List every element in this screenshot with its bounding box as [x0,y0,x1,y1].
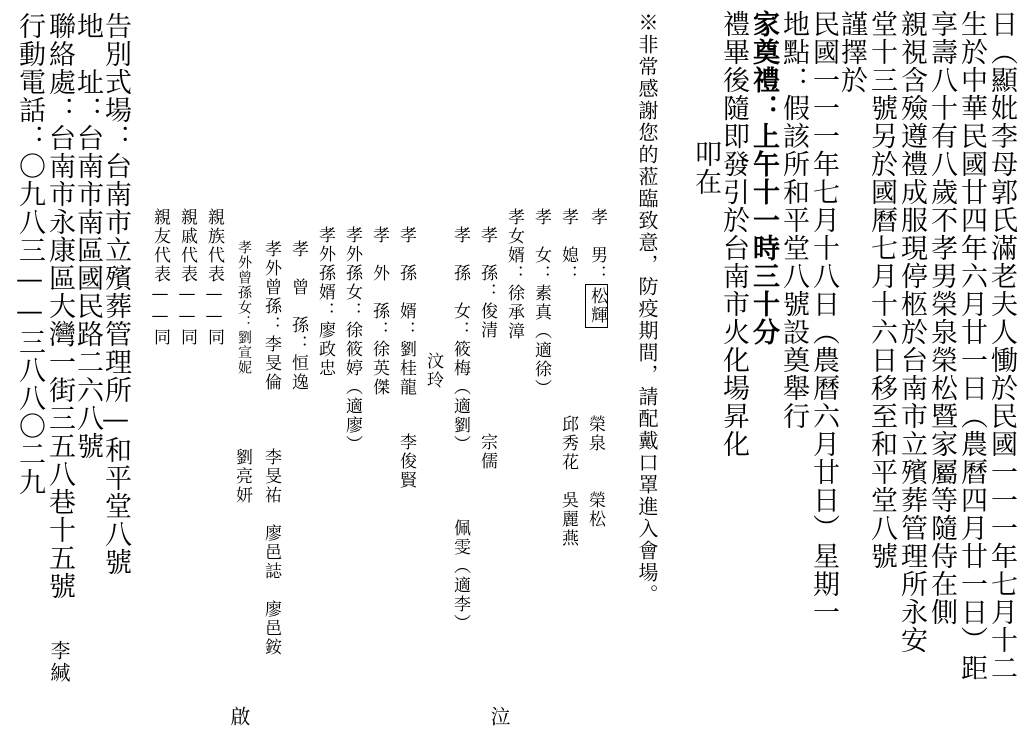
sons-names: 榮泉 榮松 [585,415,605,529]
daughters-in-law-names: 邱秀花 吳麗燕 [558,415,578,548]
son-in-law-label: 孝女婿：徐承漳 [504,208,524,341]
outer-great-grandson-names: 李旻祐 廖邑誌 廖邑銨 [261,448,281,657]
grandson-label: 孝 孫：俊清 [477,226,497,340]
grandson-extra: 宗儒 [477,433,497,471]
outer-grandson-label: 孝 外 孫：徐英傑 [369,226,389,397]
address: 地 址：台南市南區國民路二六八號 [72,12,103,460]
mobile-phone: 行動電話：〇九八三——三八八〇二九 [14,12,45,496]
extra-names: 汶玲 [423,352,443,390]
weep-mark: 泣 [487,706,511,728]
granddaughter-label: 孝 孫 女：筱梅（適劉） [450,226,470,454]
funeral-venue: 告別式場：台南市立殯葬管理所—和平堂八號 [100,12,131,576]
son-boxed-name: 松輝 [585,284,608,328]
epidemic-notice: ※非常感謝您的蒞臨致意，防疫期間，請配戴口罩進入會場。 [635,12,659,606]
announcement-line-3: 享壽八十有八歲不孝男榮泉榮松暨家屬等隨侍在側 [926,10,957,626]
announcement-line-10: 禮畢後隨即發引於台南市火化場昇化 [718,10,749,458]
contact-person: 李緘 [47,640,71,684]
sons-label: 孝 男：松輝 [585,208,608,328]
announcement-signoff: 叩在 [690,140,721,196]
grandson-in-law-extra: 李俊賢 [396,433,416,490]
great-grandson-label: 孝 曾 孫：恒逸 [288,240,308,392]
outer-great-grandson-label: 孝外曾孫：李旻倫 [261,240,281,392]
daughters-in-law-label: 孝 媳： [558,208,578,284]
relatives-representative: 親戚代表——同 [177,208,197,347]
granddaughter-extra: 佩雯（適李） [450,519,470,633]
announcement-line-7: 民國一一一年七月十八日（農曆六月廿日）星期一 [808,10,839,626]
daughter-label: 孝 女：素真（適徐） [531,208,551,398]
grandson-in-law-label: 孝 孫 婿：劉桂龍 [396,226,416,397]
announcement-line-1: 日（顯妣李母郭氏滿老夫人慟於民國一一一年七月十二 [986,10,1017,682]
friends-representative: 親友代表——同 [150,208,170,347]
announcement-line-8: 地點：假該所和平堂八號設奠舉行 [778,10,809,430]
announcement-line-2: 生於中華民國廿四年六月廿一日（農曆四月廿一日）距 [956,10,987,682]
announcement-line-6: 謹擇於 [836,10,867,94]
announcement-line-5: 堂十三號另於國曆七月十六日移至和平堂八號 [866,10,897,570]
announcement-line-4: 親視含殮遵禮成服現停柩於台南市立殯葬管理所永安 [896,10,927,654]
outer-great-granddaughter-names: 劉亮妍 [232,448,252,505]
clan-representative: 親族代表——同 [204,208,224,347]
outer-grandson-in-law-label: 孝外孫婿：廖政忠 [315,226,335,378]
contact-place: 聯絡處：台南市永康區大灣一街三五八巷十五號 [44,12,75,600]
outer-granddaughter-label: 孝外孫女：徐筱婷（適廖） [342,226,362,454]
announcement-line-9: 家奠禮：上午十一時三十分 [748,10,779,346]
announce-mark: 啟 [227,706,251,728]
outer-great-granddaughter-label: 孝外曾孫女：劉宣妮 [236,240,252,375]
